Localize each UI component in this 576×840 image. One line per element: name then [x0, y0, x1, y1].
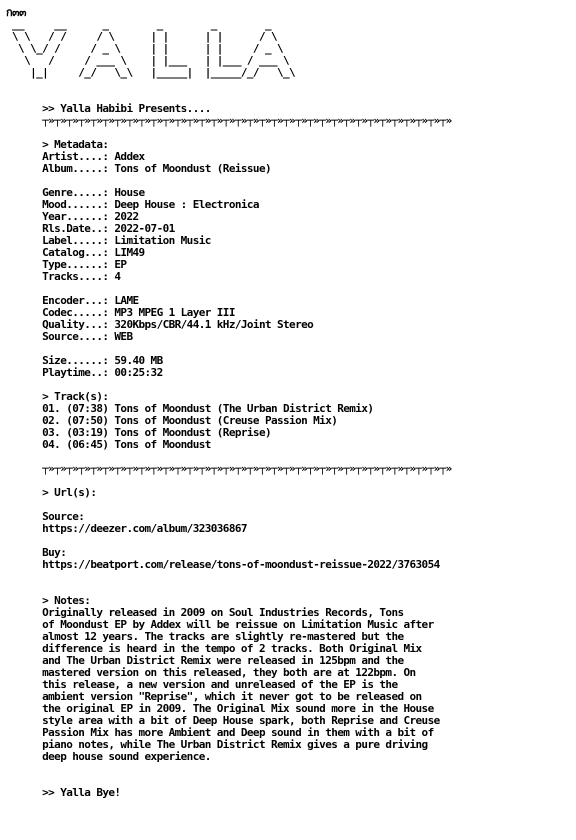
nfo-line: Quality...: 320Kbps/CBR/44.1 kHz/Joint Stereo — [6, 318, 314, 331]
nfo-line: > Notes: — [6, 594, 91, 607]
nfo-line: Source: — [6, 510, 85, 523]
nfo-line: ┬»┬»┬»┬»┬»┬»┬»┬»┬»┬»┬»┬»┬»┬»┬»┬»┬»┬»┬»┬»┬»┬»┬»┬»┬»┬»┬»┬»┬»┬»┬»┬»┬»┬» — [6, 462, 452, 475]
nfo-line: Year......: 2022 — [6, 210, 139, 223]
nfo-line: Type......: EP — [6, 258, 127, 271]
nfo-line: > Track(s): — [6, 390, 109, 403]
nfo-line: deep house sound experience. — [6, 750, 211, 763]
nfo-line: https://beatport.com/release/tons-of-moondust-reissue-2022/3763054 — [6, 558, 440, 571]
nfo-line: mastered version on this released, they both are at 122bpm. On — [6, 666, 416, 679]
nfo-line: difference is heard in the tempo of 2 tracks. Both Original Mix — [6, 642, 422, 655]
nfo-line: Genre.....: House — [6, 186, 145, 199]
nfo-line: https://deezer.com/album/323036867 — [6, 522, 247, 535]
nfo-line: 02. (07:50) Tons of Moondust (Creuse Passion Mix) — [6, 414, 338, 427]
nfo-line: > Url(s): — [6, 486, 97, 499]
nfo-line: style area with a bit of Deep House spark, both Reprise and Creuse — [6, 714, 440, 727]
nfo-line: |_| /_/ \_\ |_____| |_____/_/ \_\ — [6, 66, 296, 79]
nfo-line: > Metadata: — [6, 138, 109, 151]
nfo-line — [6, 535, 452, 547]
nfo-line: ┬»┬»┬»┬»┬»┬»┬»┬»┬»┬»┬»┬»┬»┬»┬»┬»┬»┬»┬»┬»┬»┬»┬»┬»┬»┬»┬»┬»┬»┬»┬»┬»┬»┬» — [6, 114, 452, 127]
nfo-line: 03. (03:19) Tons of Moondust (Reprise) — [6, 426, 271, 439]
nfo-line: Size......: 59.40 MB — [6, 354, 163, 367]
nfo-line: Buy: — [6, 546, 67, 559]
nfo-line: >> Yalla Bye! — [6, 786, 121, 799]
nfo-line: 04. (06:45) Tons of Moondust — [6, 438, 211, 451]
nfo-line: Label.....: Limitation Music — [6, 234, 211, 247]
nfo-line: \ \ / / / \ | | | | / \ — [6, 30, 278, 43]
nfo-line: ambient version "Reprise", which it never got to be released on — [6, 690, 422, 703]
nfo-line: piano notes, while The Urban District Remix gives a pure driving — [6, 738, 428, 751]
nfo-line: Source....: WEB — [6, 330, 133, 343]
nfo-line: Catalog...: LIM49 — [6, 246, 145, 259]
nfo-line: Passion Mix has more Ambient and Deep sound in them with a bit of — [6, 726, 434, 739]
nfo-line: this release, a new version and unreleased of the EP is the — [6, 678, 398, 691]
nfo-line: of Moondust EP by Addex will be reissue on Limitation Music after — [6, 618, 434, 631]
nfo-line: ก๓๓ — [6, 6, 26, 19]
nfo-line: Originally released in 2009 on Soul Industries Records, Tons — [6, 606, 404, 619]
nfo-line — [6, 79, 452, 91]
nfo-line: >> Yalla Habibi Presents.... — [6, 102, 211, 115]
nfo-line: 01. (07:38) Tons of Moondust (The Urban District Remix) — [6, 402, 374, 415]
nfo-line: \ \_/ / / _ \ | | | | / _ \ — [6, 42, 284, 55]
nfo-line: Rls.Date..: 2022-07-01 — [6, 222, 175, 235]
nfo-line: Playtime..: 00:25:32 — [6, 366, 163, 379]
nfo-line: \ / / ___ \ | |___ | |___ / ___ \ — [6, 54, 290, 67]
nfo-line: Codec.....: MP3 MPEG 1 Layer III — [6, 306, 235, 319]
nfo-text-block — [6, 7, 452, 799]
nfo-line — [6, 763, 452, 775]
nfo-line: Encoder...: LAME — [6, 294, 139, 307]
nfo-line: and The Urban District Remix were released in 125bpm and the — [6, 654, 404, 667]
nfo-line: Tracks....: 4 — [6, 270, 121, 283]
nfo-line: almost 12 years. The tracks are slightly re-mastered but the — [6, 630, 404, 643]
nfo-line: Album.....: Tons of Moondust (Reissue) — [6, 162, 271, 175]
nfo-line: Artist....: Addex — [6, 150, 145, 163]
nfo-line — [6, 571, 452, 583]
nfo-line: the original EP in 2009. The Original Mix sound more in the House — [6, 702, 434, 715]
nfo-line: __ __ _ _ _ _ — [6, 18, 271, 31]
nfo-line: Mood......: Deep House : Electronica — [6, 198, 259, 211]
